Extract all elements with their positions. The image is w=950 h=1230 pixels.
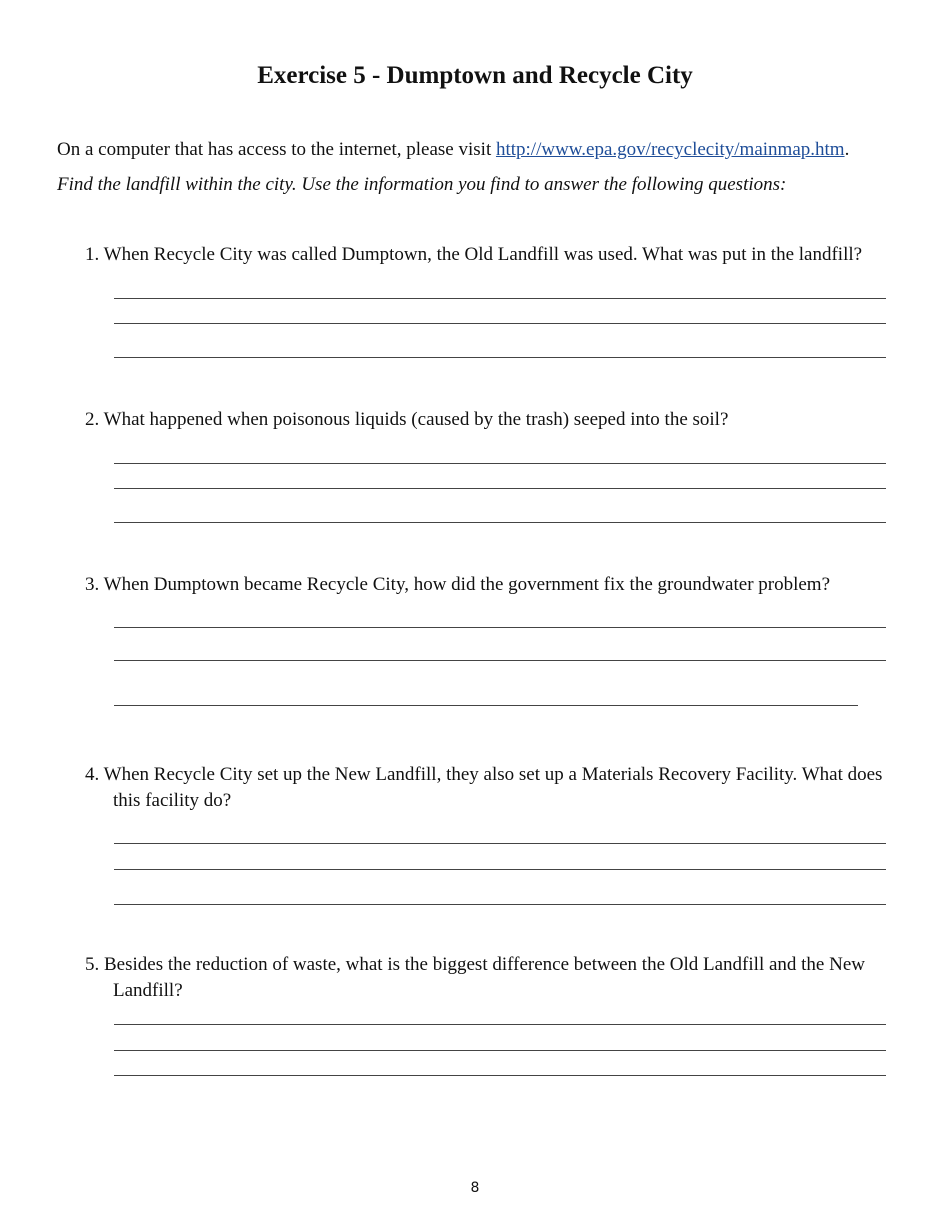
answer-line[interactable]	[114, 627, 886, 628]
question-5: 5. Besides the reduction of waste, what is the biggest difference between the Old Landfill and the New Landfill?	[85, 954, 865, 1001]
intro-text	[57, 138, 849, 162]
page-title: Exercise 5 - Dumptown and Recycle City	[257, 62, 693, 89]
answer-line[interactable]	[114, 357, 886, 358]
answer-line[interactable]	[114, 1050, 886, 1051]
answer-line[interactable]	[114, 463, 886, 464]
question-1: 1. When Recycle City was called Dumptown, the Old Landfill was used. What was put in the landfill?	[85, 244, 863, 265]
answer-line[interactable]	[114, 660, 886, 661]
answer-line[interactable]	[114, 323, 886, 324]
answer-line[interactable]	[114, 522, 886, 523]
answer-line[interactable]	[114, 904, 886, 905]
question-2: 2. What happened when poisonous liquids (caused by the trash) seeped into the soil?	[85, 409, 729, 430]
answer-line[interactable]	[114, 869, 886, 870]
answer-line[interactable]	[114, 843, 886, 844]
intro-lead: On a computer that has access to the internet, please visit	[57, 139, 496, 160]
answer-line[interactable]	[114, 1075, 886, 1076]
answer-line[interactable]	[114, 298, 886, 299]
intro-period: .	[844, 139, 850, 160]
recyclecity-link[interactable]: http://www.epa.gov/recyclecity/mainmap.htm	[495, 139, 845, 160]
question-3: 3. When Dumptown became Recycle City, how did the government fix the groundwater problem?	[85, 574, 831, 595]
question-4: 4. When Recycle City set up the New Landfill, they also set up a Materials Recovery Facility. What does this facility do?	[85, 764, 883, 811]
answer-line[interactable]	[114, 488, 886, 489]
instruction-text: Find the landfill within the city. Use the information you find to answer the following questions:	[57, 174, 787, 195]
answer-line[interactable]	[114, 705, 858, 706]
page-number: 8	[470, 1180, 480, 1196]
answer-line[interactable]	[114, 1024, 886, 1025]
